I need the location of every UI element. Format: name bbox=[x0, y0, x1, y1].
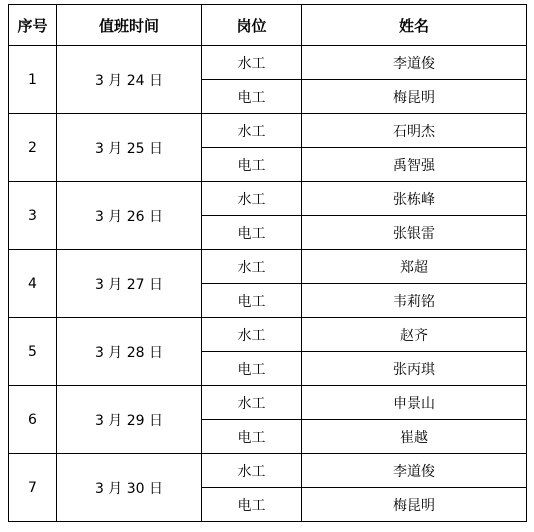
date-cell: 3 月 28 日 bbox=[57, 318, 202, 386]
name-cell: 赵齐 bbox=[302, 318, 527, 352]
post-cell: 水工 bbox=[202, 318, 302, 352]
name-cell: 梅昆明 bbox=[302, 80, 527, 114]
name-cell: 李道俊 bbox=[302, 46, 527, 80]
header-date: 值班时间 bbox=[57, 5, 202, 46]
seq-cell: 5 bbox=[9, 318, 57, 386]
header-row bbox=[9, 5, 527, 46]
table-row bbox=[9, 114, 527, 148]
name-cell: 韦莉铭 bbox=[302, 284, 527, 318]
name-cell: 禹智强 bbox=[302, 148, 527, 182]
date-cell: 3 月 26 日 bbox=[57, 182, 202, 250]
table-row bbox=[9, 386, 527, 420]
table-row bbox=[9, 454, 527, 488]
duty-roster-table bbox=[8, 4, 527, 522]
seq-cell: 6 bbox=[9, 386, 57, 454]
table-row bbox=[9, 46, 527, 80]
header-post: 岗位 bbox=[202, 5, 302, 46]
name-cell: 梅昆明 bbox=[302, 488, 527, 522]
post-cell: 电工 bbox=[202, 216, 302, 250]
table-row bbox=[9, 182, 527, 216]
date-cell: 3 月 24 日 bbox=[57, 46, 202, 114]
header-seq: 序号 bbox=[9, 5, 57, 46]
name-cell: 张丙琪 bbox=[302, 352, 527, 386]
post-cell: 电工 bbox=[202, 488, 302, 522]
seq-cell: 7 bbox=[9, 454, 57, 522]
table-row bbox=[9, 250, 527, 284]
seq-cell: 2 bbox=[9, 114, 57, 182]
seq-cell: 3 bbox=[9, 182, 57, 250]
post-cell: 水工 bbox=[202, 250, 302, 284]
post-cell: 电工 bbox=[202, 284, 302, 318]
post-cell: 电工 bbox=[202, 420, 302, 454]
date-cell: 3 月 25 日 bbox=[57, 114, 202, 182]
post-cell: 水工 bbox=[202, 386, 302, 420]
header-name: 姓名 bbox=[302, 5, 527, 46]
date-cell: 3 月 29 日 bbox=[57, 386, 202, 454]
post-cell: 电工 bbox=[202, 352, 302, 386]
name-cell: 李道俊 bbox=[302, 454, 527, 488]
post-cell: 电工 bbox=[202, 148, 302, 182]
name-cell: 张银雷 bbox=[302, 216, 527, 250]
name-cell: 郑超 bbox=[302, 250, 527, 284]
post-cell: 水工 bbox=[202, 454, 302, 488]
name-cell: 石明杰 bbox=[302, 114, 527, 148]
post-cell: 水工 bbox=[202, 182, 302, 216]
seq-cell: 1 bbox=[9, 46, 57, 114]
name-cell: 张栋峰 bbox=[302, 182, 527, 216]
post-cell: 水工 bbox=[202, 46, 302, 80]
post-cell: 电工 bbox=[202, 80, 302, 114]
table-row bbox=[9, 318, 527, 352]
seq-cell: 4 bbox=[9, 250, 57, 318]
post-cell: 水工 bbox=[202, 114, 302, 148]
name-cell: 崔越 bbox=[302, 420, 527, 454]
date-cell: 3 月 30 日 bbox=[57, 454, 202, 522]
date-cell: 3 月 27 日 bbox=[57, 250, 202, 318]
name-cell: 申景山 bbox=[302, 386, 527, 420]
roster-body bbox=[9, 46, 527, 522]
